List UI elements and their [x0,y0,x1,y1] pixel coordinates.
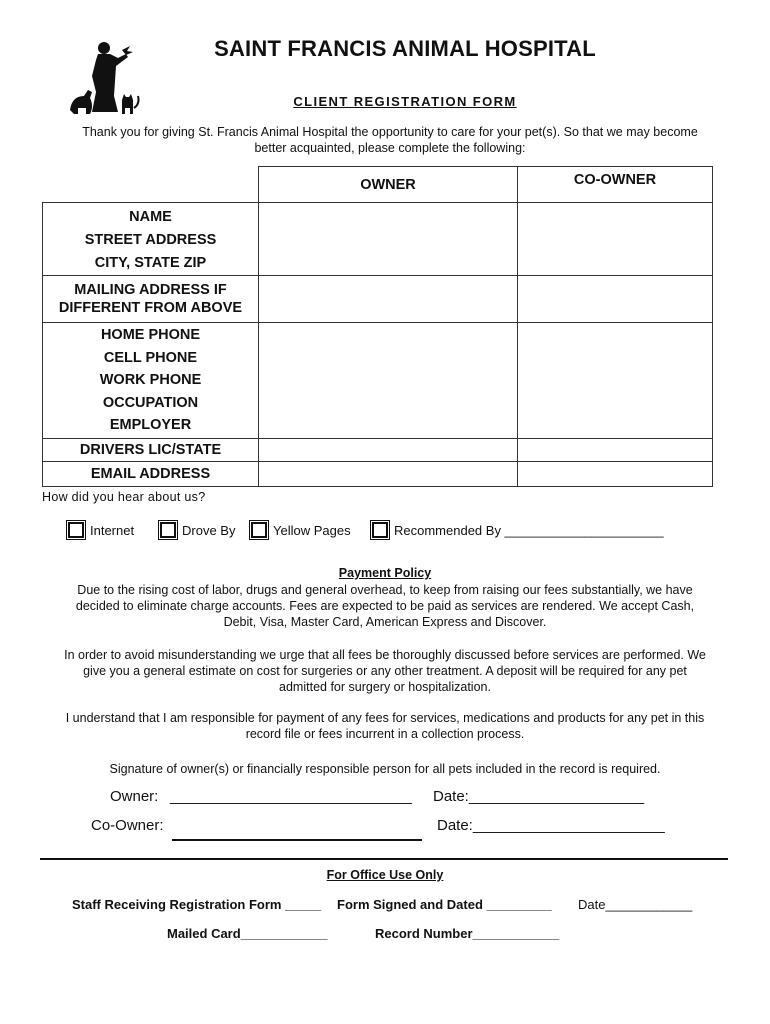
owner-date-field[interactable]: Date:_____________________ [433,788,645,805]
registration-table [42,166,713,487]
label-drivers-lic: DRIVERS LIC/STATE [43,439,259,462]
label-employer: EMPLOYER [109,417,192,434]
coowner-header-label: CO-OWNER [573,172,657,188]
yellow-pages-label: Yellow Pages [273,522,351,538]
option-recommended-by[interactable] [372,522,664,538]
record-number-field[interactable]: Record Number____________ [375,926,560,941]
payment-policy-title: Payment Policy [338,566,432,580]
staff-receiving-field[interactable]: Staff Receiving Registration Form _____ [72,897,322,912]
label-mailing-address: MAILING ADDRESS IF DIFFERENT FROM ABOVE [43,276,259,323]
owner-contact-field[interactable] [259,323,518,439]
coowner-drivers-lic-field[interactable] [518,439,713,462]
intro-line-1: Thank you for giving St. Francis Animal Hospital the opportunity to care for your pet(s). So that we may become [82,125,698,139]
label-city-state-zip: CITY, STATE ZIP [94,254,207,271]
form-signed-field[interactable]: Form Signed and Dated _________ [337,897,552,912]
coowner-contact-field[interactable] [518,323,713,439]
label-street-address: STREET ADDRESS [84,231,217,248]
owner-header-label: OWNER [360,176,416,193]
section-divider [40,858,728,860]
office-use-title: For Office Use Only [326,868,444,882]
coowner-signature-line[interactable] [172,823,422,841]
coowner-date-field[interactable]: Date:_______________________ [437,817,665,834]
signature-requirement: Signature of owner(s) or financially responsible person for all pets included in the record is required. [109,762,661,776]
label-occupation: OCCUPATION [102,394,199,411]
option-drove-by[interactable] [160,522,235,538]
option-internet[interactable] [68,522,134,538]
coowner-header [518,167,713,203]
office-date-field[interactable]: Date____________ [578,897,693,912]
mailed-card-field[interactable]: Mailed Card____________ [167,926,328,941]
label-email-address: EMAIL ADDRESS [43,462,259,487]
coowner-mailing-field[interactable] [518,276,713,323]
recommended-by-label: Recommended By ______________________ [394,522,664,538]
label-cell-phone: CELL PHONE [103,349,198,366]
yellow-pages-checkbox[interactable] [251,522,267,538]
recommended-by-checkbox[interactable] [372,522,388,538]
intro-text [40,124,740,156]
owner-mailing-field[interactable] [259,276,518,323]
policy-paragraph-2: In order to avoid misunderstanding we urge that all fees be thoroughly discussed before services are performed. We give you a general estimate on cost for surgeries or any other treatment. A deposit will be required for any pet admitted for surgery or hospitalization. [64,648,706,694]
page-title: SAINT FRANCIS ANIMAL HOSPITAL [214,36,596,61]
form-subtitle: CLIENT REGISTRATION FORM [293,94,517,109]
policy-paragraph-3: I understand that I am responsible for payment of any fees for services, medications and products for any pet in this record file or fees incurrent in a collection process. [65,711,705,741]
label-name: NAME [129,208,172,225]
owner-signature-line[interactable]: _____________________________ [170,788,412,805]
owner-header [259,167,518,203]
referral-question: How did you hear about us? [42,490,206,504]
label-work-phone: WORK PHONE [99,372,202,389]
owner-drivers-lic-field[interactable] [259,439,518,462]
drove-by-label: Drove By [182,522,236,538]
owner-email-field[interactable] [259,462,518,487]
coowner-address-field[interactable] [518,203,713,276]
internet-label: Internet [90,522,135,538]
address-labels [43,203,259,276]
owner-signature-label: Owner: [110,788,159,805]
coowner-signature-label: Co-Owner: [91,817,164,834]
corner-blank [43,167,259,203]
policy-paragraph-1: Due to the rising cost of labor, drugs and general overhead, to keep from raising our fees substantially, we have decided to eliminate charge accounts. Fees are expected to be paid as services are rendered. We accept Cash, Debit, Visa, Master Card, American Express and Discover. [75,583,695,629]
owner-address-field[interactable] [259,203,518,276]
label-home-phone: HOME PHONE [100,327,201,344]
drove-by-checkbox[interactable] [160,522,176,538]
coowner-email-field[interactable] [518,462,713,487]
intro-line-2: better acquainted, please complete the following: [254,141,526,155]
internet-checkbox[interactable] [68,522,84,538]
contact-labels [43,323,259,439]
option-yellow-pages[interactable] [251,522,351,538]
